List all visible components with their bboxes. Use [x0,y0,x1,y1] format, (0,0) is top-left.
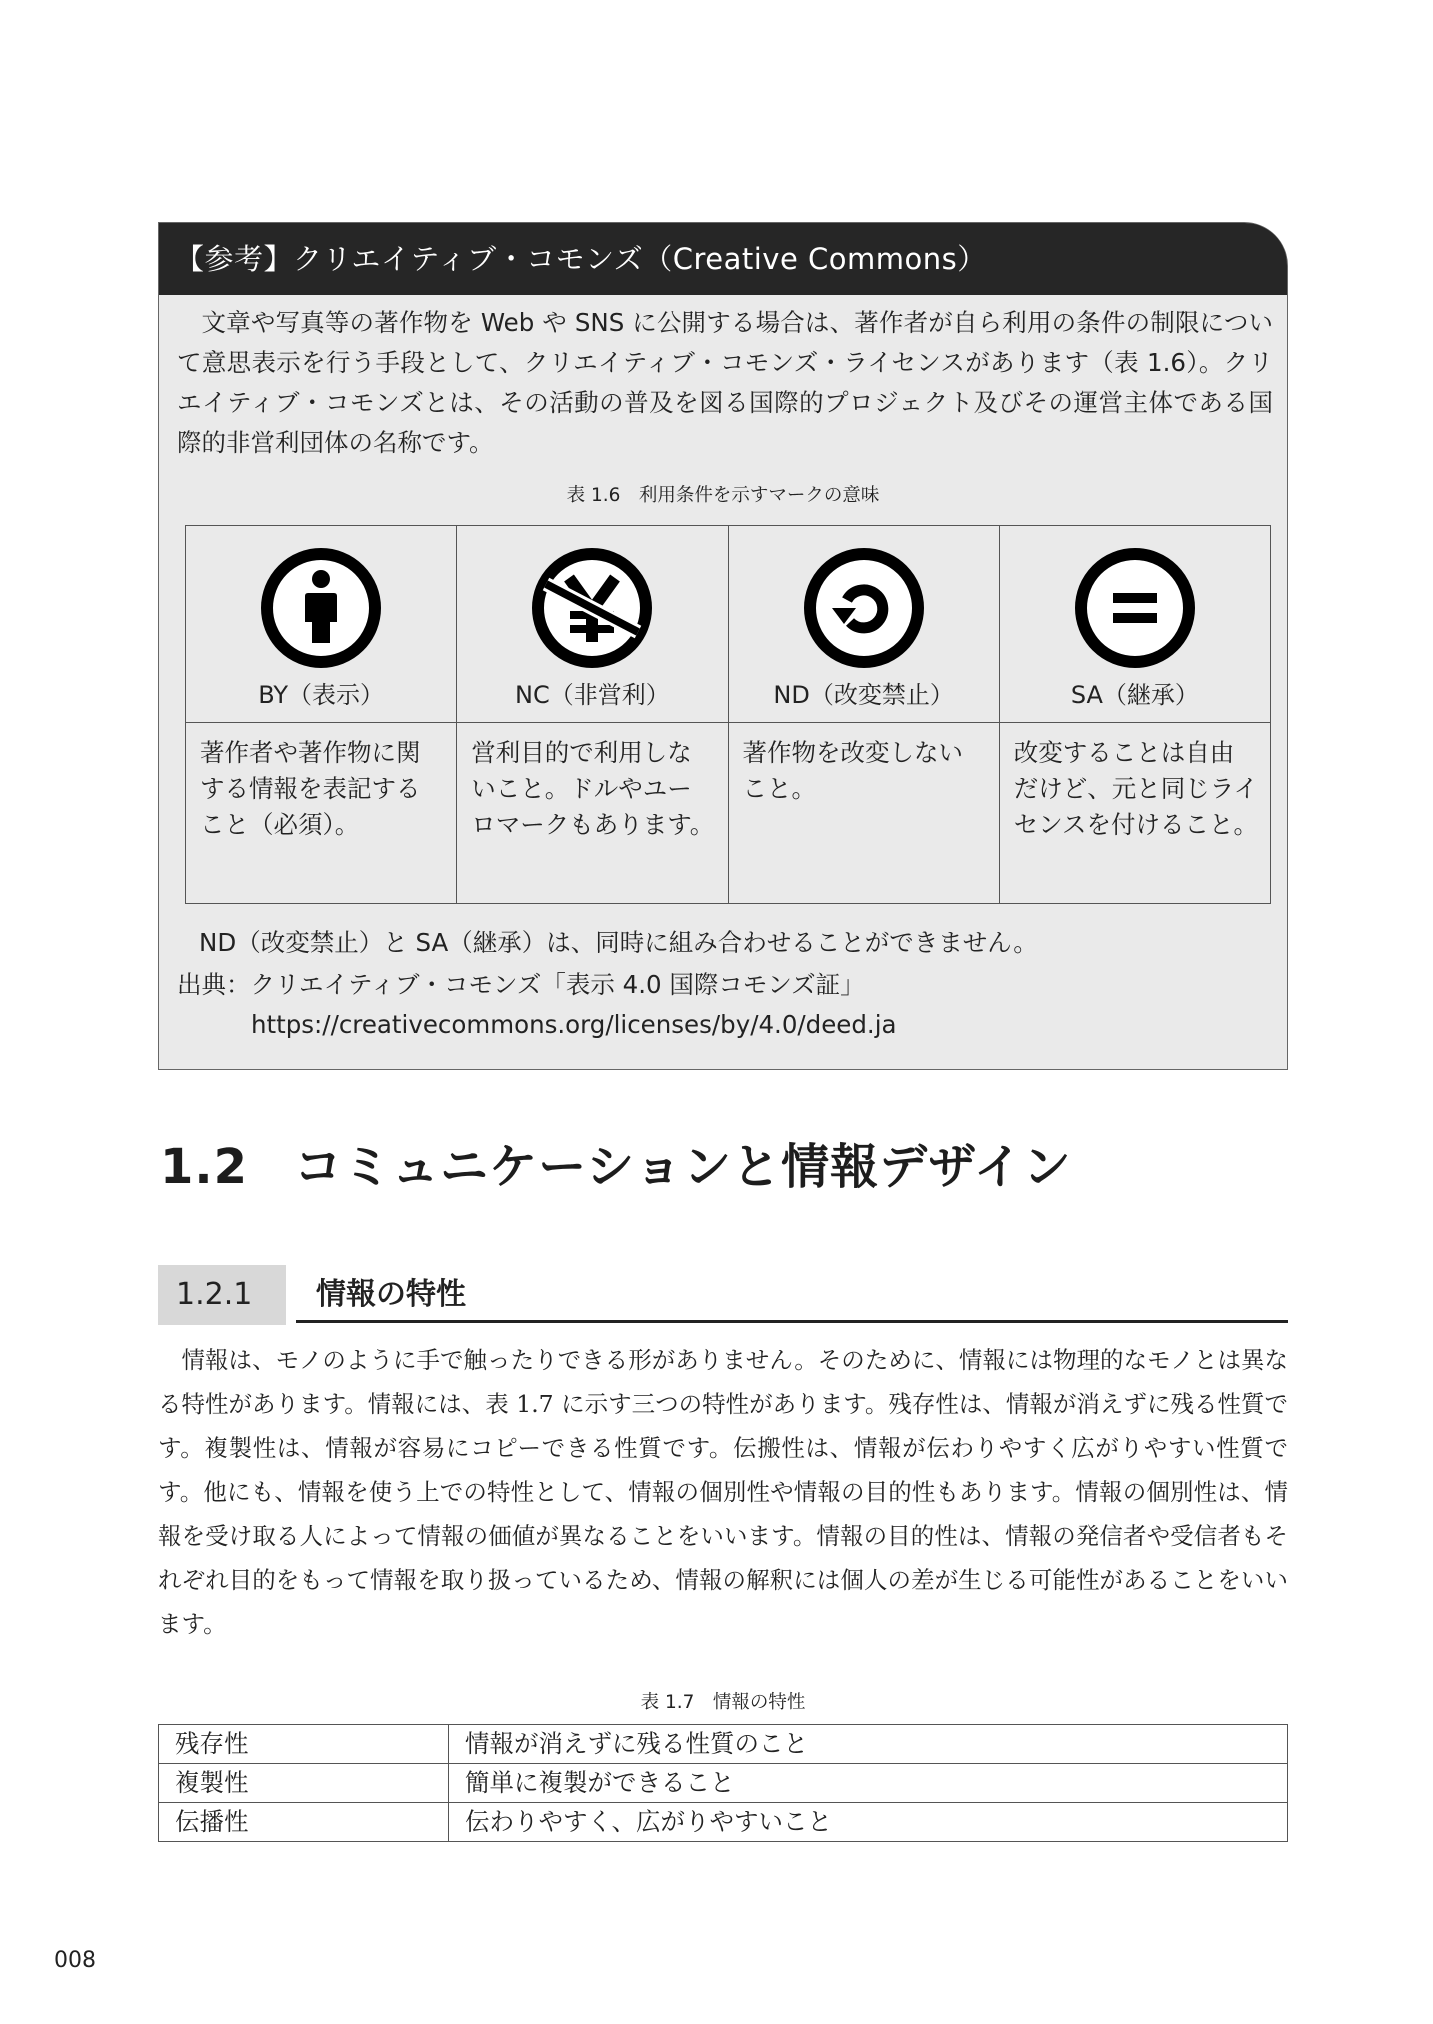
mark-cell-by [186,526,457,723]
mark-cell-nc [457,526,728,723]
reference-header: 【参考】クリエイティブ・コモンズ（Creative Commons） [159,223,1287,295]
page-number: 008 [54,1948,96,1973]
mark-description: 改変することは自由だけど、元と同じライセンスを付けること。 [999,723,1270,904]
feature-term: 伝播性 [159,1803,449,1842]
mark-label: BY（表示） [258,681,385,709]
noncommercial-yen-icon [532,548,652,668]
table-caption-1-7: 表 1.7 情報の特性 [640,1692,806,1713]
reference-paragraph: 文章や写真等の著作物を Web や SNS に公開する場合は、著作者が自ら利用の条件の制限について意思表示を行う手段として、クリエイティブ・コモンズ・ライセンスがあります（表 1.6）。クリエイティブ・コモンズとは、その活動の普及を図る国際的プロジェクト及びその運営主体である国際的非営利団体の名称です。 [177,308,1273,457]
table-row [159,1725,1288,1764]
table-row [159,1764,1288,1803]
table-caption-1-6: 表 1.6 利用条件を示すマークの意味 [566,485,880,506]
no-derivatives-icon [804,548,924,668]
mark-description: 営利目的で利用しないこと。ドルやユーロマークもあります。 [457,723,728,904]
subsection-title: 情報の特性 [316,1277,466,1312]
mark-description: 著作物を改変しないこと。 [728,723,999,904]
reference-source: 出典：クリエイティブ・コモンズ「表示 4.0 国際コモンズ証」 [177,970,865,999]
mark-cell-sa [999,526,1270,723]
reference-note: ND（改変禁止）と SA（継承）は、同時に組み合わせることができません。 [199,928,1038,957]
subsection-rule [296,1320,1288,1323]
body-paragraph: 情報は、モノのように手で触ったりできる形がありません。そのために、情報には物理的なモノとは異なる特性があります。情報には、表 1.7 に示す三つの特性があります。残存性は、情報が消えずに残る性質です。複製性は、情報が容易にコピーできる性質です。伝搬性は、情報が伝わりやすく広がりやすい性質です。他にも、情報を使う上での特性として、情報の個別性や情報の目的性もあります。情報の個別性は、情報を受け取る人によって情報の価値が異なることをいいます。情報の目的性は、情報の発信者や受信者もそれぞれ目的をもって情報を取り扱っているため、情報の解釈には個人の差が生じる可能性があることをいいます。 [158,1346,1288,1638]
share-alike-icon [1075,548,1195,668]
reference-box [158,222,1288,1070]
feature-meaning: 簡単に複製ができること [449,1764,1288,1803]
section-title [160,1128,1072,1197]
attribution-icon [261,548,381,668]
subsection-number: 1.2.1 [158,1265,286,1325]
mark-label: ND（改変禁止） [773,681,954,709]
mark-cell-nd [728,526,999,723]
feature-table [158,1724,1288,1842]
feature-meaning: 情報が消えずに残る性質のこと [449,1725,1288,1764]
mark-label: SA（継承） [1070,681,1199,709]
section-title-text: コミュニケーションと情報デザイン [294,1139,1072,1195]
section-number: 1.2 [160,1139,249,1195]
feature-term: 複製性 [159,1764,449,1803]
table-row [159,1803,1288,1842]
cc-license-table [185,525,1271,904]
mark-label: NC（非営利） [515,681,670,709]
feature-term: 残存性 [159,1725,449,1764]
mark-description: 著作者や著作物に関する情報を表記すること（必須）。 [186,723,457,904]
reference-url: https://creativecommons.org/licenses/by/4.0/deed.ja [251,1010,897,1039]
feature-meaning: 伝わりやすく、広がりやすいこと [449,1803,1288,1842]
